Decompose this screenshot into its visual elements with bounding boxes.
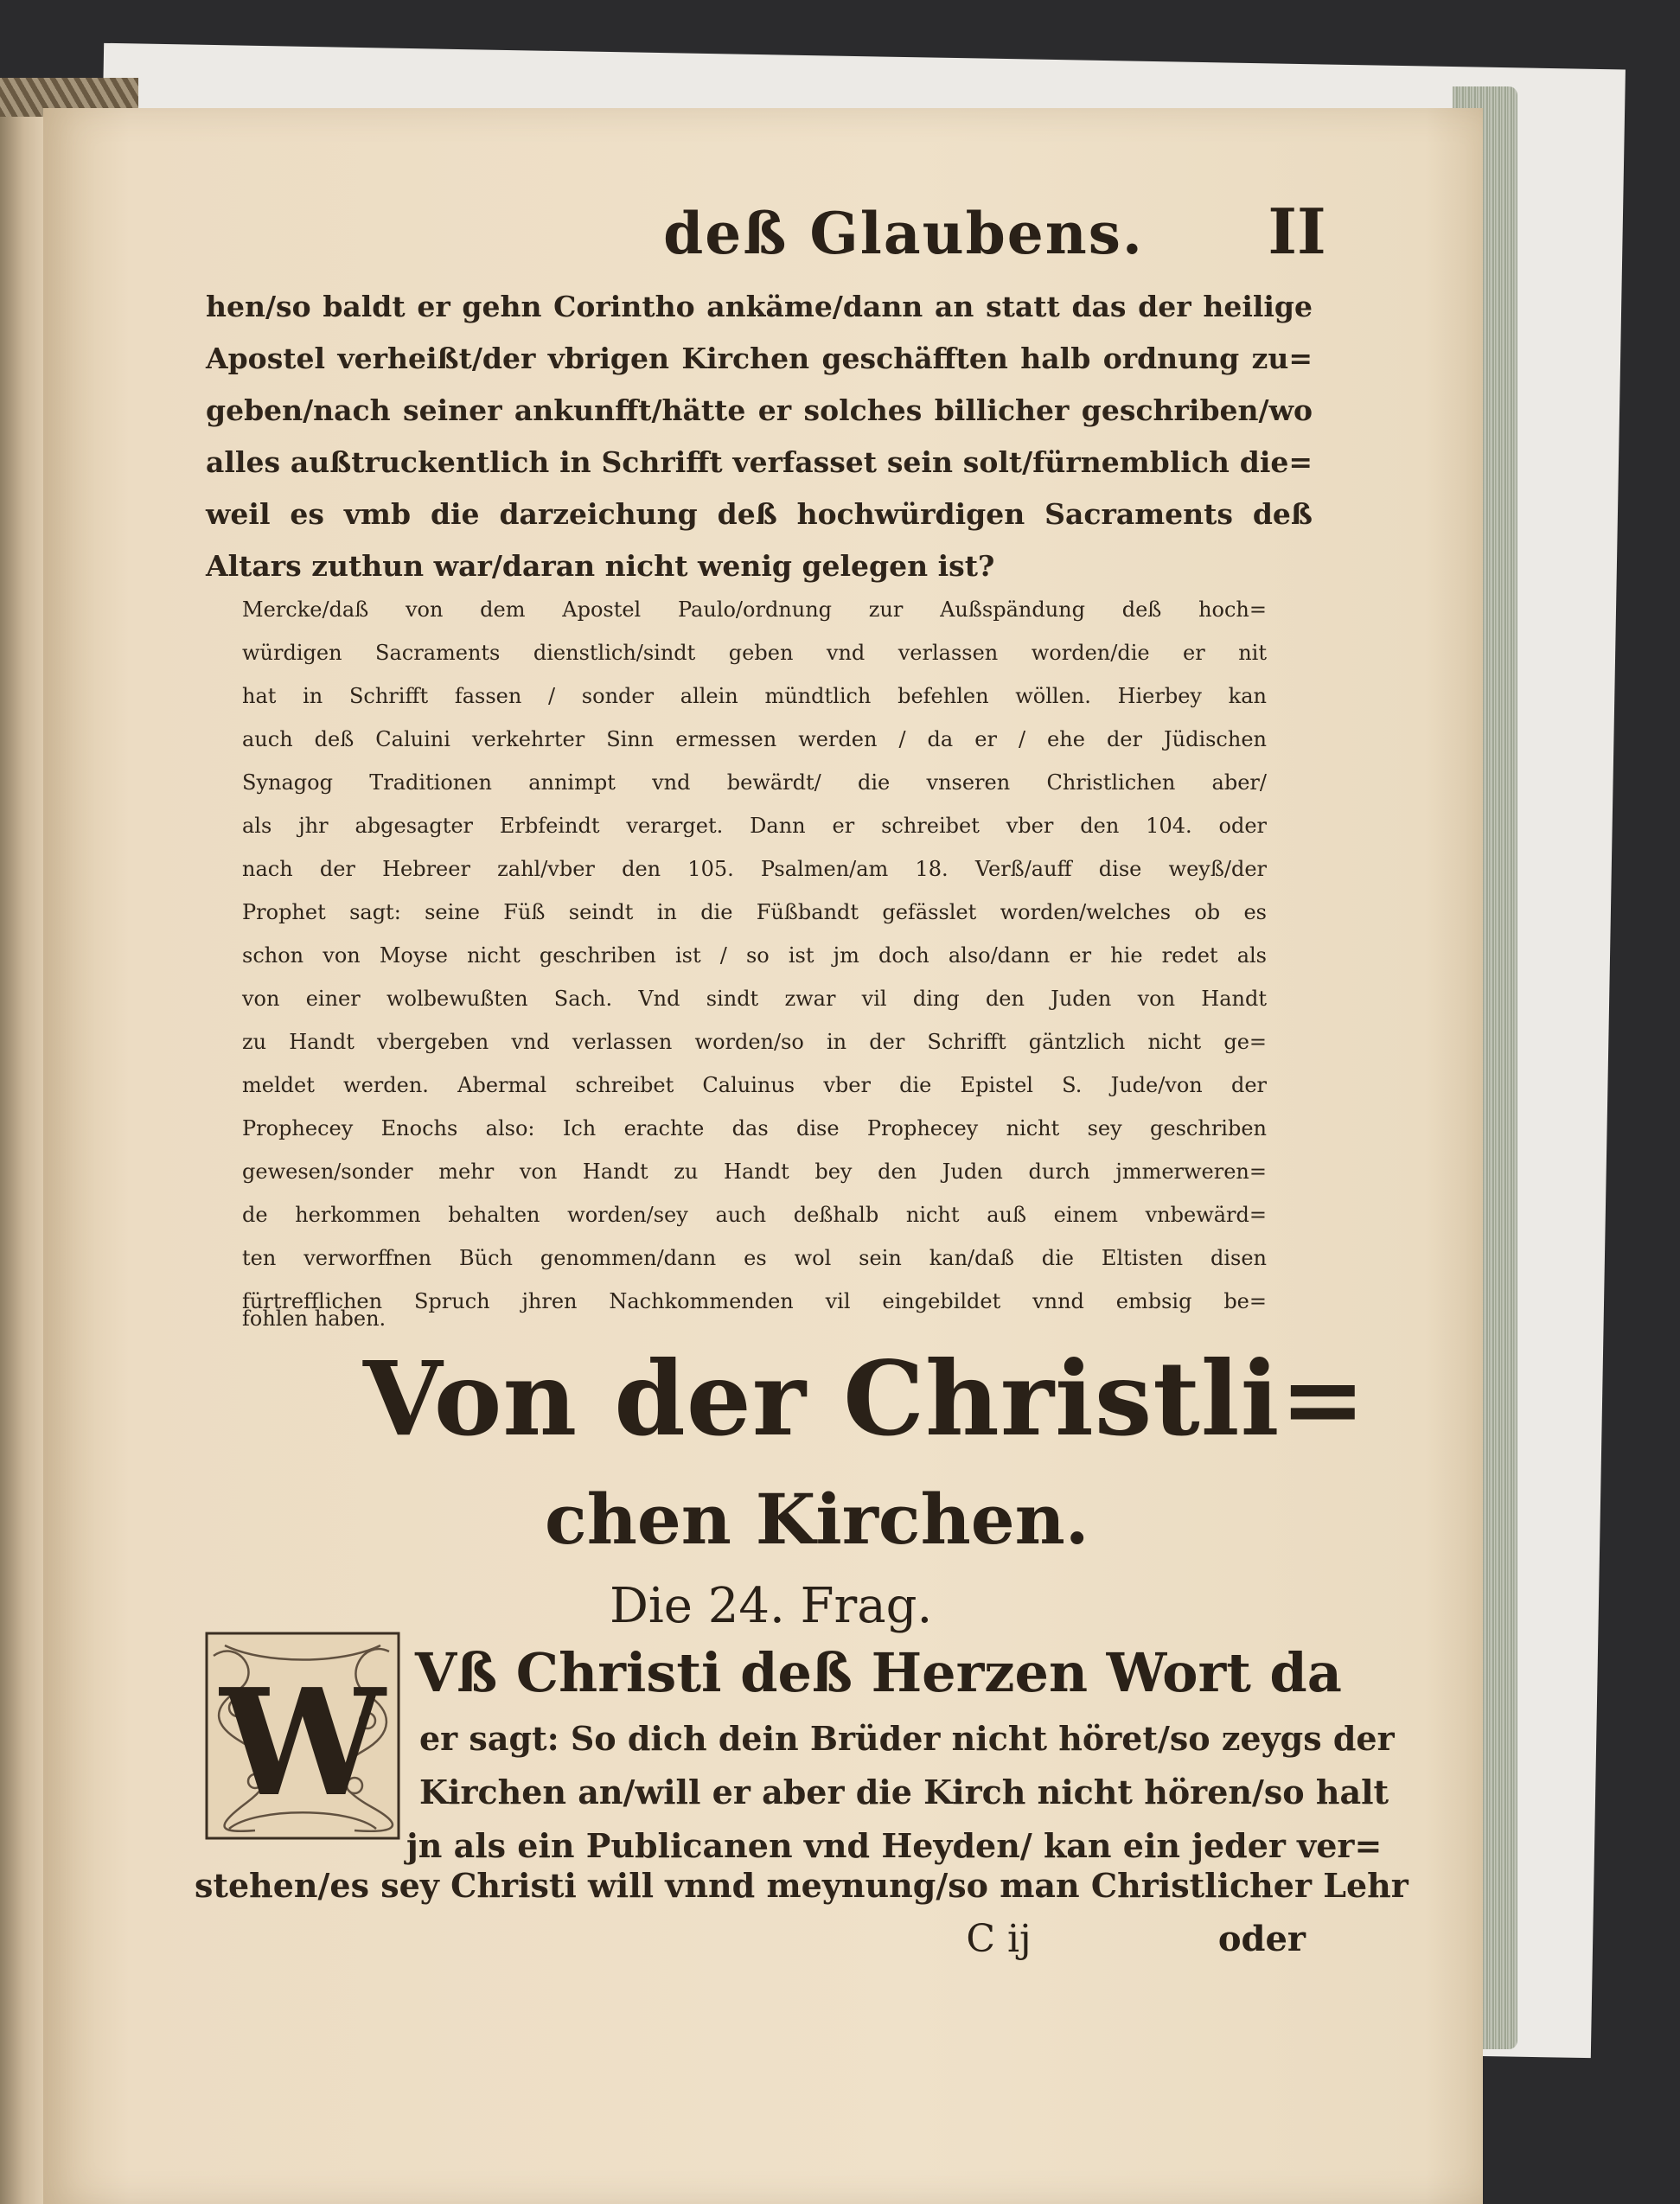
note-line: fohlen haben. bbox=[242, 1306, 386, 1331]
note-line: Prophecey Enochs also: Ich erachte das dise Prophecey nicht sey geschriben bbox=[242, 1116, 1267, 1140]
running-head: deß Glaubens. bbox=[663, 200, 1144, 267]
note-line: Synagog Traditionen annimpt vnd bewärdt/ die vnseren Christlichen aber/ bbox=[242, 770, 1267, 795]
note-line: Mercke/daß von dem Apostel Paulo/ordnung zur Außspändung deß hoch= bbox=[242, 597, 1267, 622]
note-line: ten verworffnen Büch genommen/dann es wol sein kan/daß die Eltisten disen bbox=[242, 1246, 1267, 1270]
note-line: auch deß Caluini verkehrter Sinn ermessen werden / da er / ehe der Jüdischen bbox=[242, 727, 1267, 751]
body-line: hen/so baldt er gehn Corintho ankäme/dann an statt das der heilige bbox=[206, 290, 1313, 323]
note-line: würdigen Sacraments dienstlich/sindt geben vnd verlassen worden/die er nit bbox=[242, 641, 1267, 665]
question-number: Die 24. Frag. bbox=[610, 1578, 933, 1634]
body-line: alles außtruckentlich in Schrifft verfasset sein solt/fürnemblich die= bbox=[206, 445, 1313, 479]
body-line: Altars zuthun war/daran nicht wenig gelegen ist? bbox=[206, 549, 995, 583]
note-line: de herkommen behalten worden/sey auch deßhalb nicht auß einem vnbewärd= bbox=[242, 1203, 1267, 1227]
note-line: fürtrefflichen Spruch jhren Nachkommenden vil eingebildet vnnd embsig be= bbox=[242, 1289, 1267, 1313]
note-line: nach der Hebreer zahl/vber den 105. Psalmen/am 18. Verß/auff dise weyß/der bbox=[242, 857, 1267, 881]
answer-line: er sagt: So dich dein Brüder nicht höret/so zeygs der bbox=[419, 1719, 1395, 1758]
note-line: meldet werden. Abermal schreibet Caluinus vber die Epistel S. Jude/von der bbox=[242, 1073, 1267, 1097]
note-line: zu Handt vbergeben vnd verlassen worden/so in der Schrifft gäntzlich nicht ge= bbox=[242, 1030, 1267, 1054]
catchword: oder bbox=[1217, 1919, 1306, 1959]
folio-number: II bbox=[1268, 195, 1326, 268]
body-line: weil es vmb die darzeichung deß hochwürdigen Sacraments deß bbox=[206, 497, 1313, 531]
note-line: Prophet sagt: seine Füß seindt in die Füßbandt gefässlet worden/welches ob es bbox=[242, 900, 1267, 924]
section-title-continued: chen Kirchen. bbox=[545, 1479, 1089, 1560]
note-line: schon von Moyse nicht geschriben ist / so ist jm doch also/dann er hie redet als bbox=[242, 943, 1267, 968]
note-line: von einer wolbewußten Sach. Vnd sindt zwar vil ding den Juden von Handt bbox=[242, 987, 1267, 1011]
signature-mark: C ij bbox=[966, 1917, 1032, 1961]
note-line: gewesen/sonder mehr von Handt zu Handt bey den Juden durch jmmerweren= bbox=[242, 1159, 1267, 1184]
svg-text:W: W bbox=[220, 1657, 386, 1830]
answer-line: stehen/es sey Christi will vnnd meynung/so man Christlicher Lehr bbox=[195, 1866, 1409, 1905]
body-line: geben/nach seiner ankunfft/hätte er solches billicher geschriben/wo bbox=[206, 393, 1313, 427]
note-line: hat in Schrifft fassen / sonder allein mündtlich befehlen wöllen. Hierbey kan bbox=[242, 684, 1267, 708]
answer-opening-line: Vß Christi deß Herzen Wort da bbox=[415, 1641, 1342, 1704]
book-spine bbox=[0, 86, 48, 2204]
answer-line: Kirchen an/will er aber die Kirch nicht hören/so halt bbox=[419, 1773, 1389, 1811]
section-title: Von der Christli= bbox=[363, 1338, 1367, 1459]
decorated-initial-w bbox=[203, 1630, 402, 1842]
body-line: Apostel verheißt/der vbrigen Kirchen geschäfften halb ordnung zu= bbox=[206, 342, 1313, 375]
note-line: als jhr abgesagter Erbfeindt verarget. Dann er schreibet vber den 104. oder bbox=[242, 814, 1267, 838]
answer-line: jn als ein Publicanen vnd Heyden/ kan ein jeder ver= bbox=[406, 1826, 1383, 1865]
